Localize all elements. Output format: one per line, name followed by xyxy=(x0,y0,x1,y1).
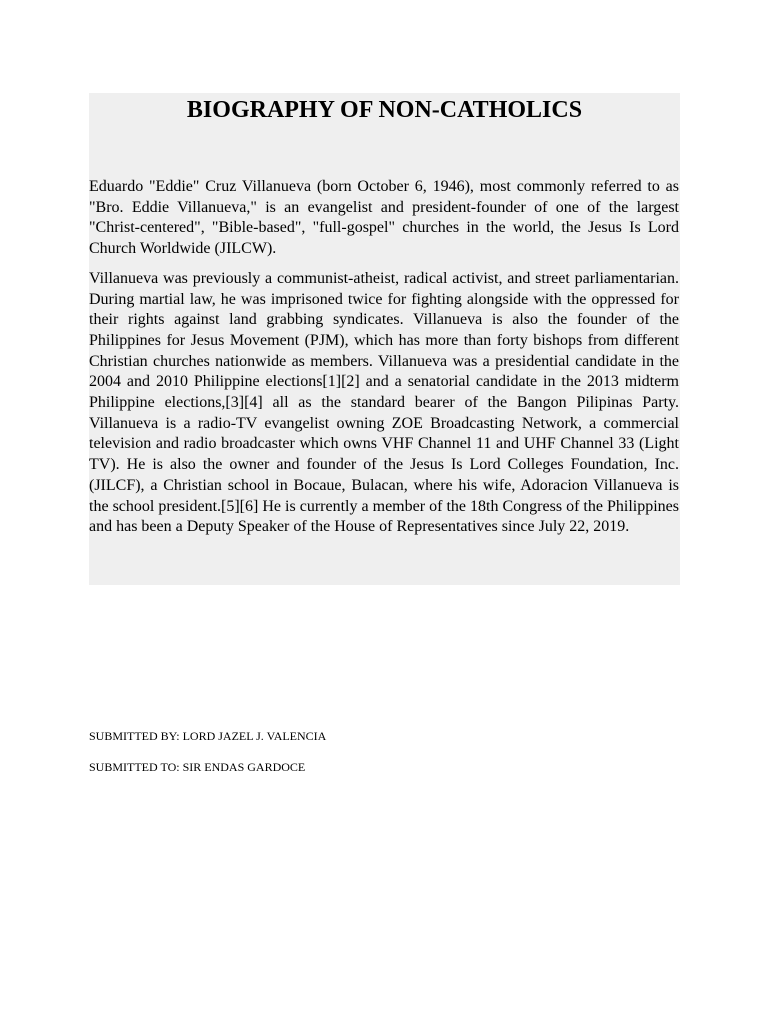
submitted-by-line: SUBMITTED BY: LORD JAZEL J. VALENCIA xyxy=(89,729,327,743)
document-title: BIOGRAPHY OF NON-CATHOLICS xyxy=(186,97,583,123)
submitted-to-line: SUBMITTED TO: SIR ENDAS GARDOCE xyxy=(89,760,306,774)
paragraph-intro: Eduardo "Eddie" Cruz Villanueva (born October 6, 1946), most commonly referred to as "Bro. Eddie Villanueva," is an evangelist and president-founder of one of the largest "Christ-centered", "Bible-based", "full-gospel" churches in the world, the Jesus Is Lord Church Worldwide (JILCW). xyxy=(89,178,679,258)
biography-body xyxy=(89,177,679,547)
paragraph-career: Villanueva was previously a communist-atheist, radical activist, and street parliamentarian. During martial law, he was imprisoned twice for fighting alongside with the oppressed for their rights against land grabbing syndicates. Villanueva is also the founder of the Philippines for Jesus Movement (PJM), which has more than forty bishops from different Christian churches nationwide as members. Villanueva was a presidential candidate in the 2004 and 2010 Philippine elections[1][2] and a senatorial candidate in the 2013 midterm Philippine elections,[3][4] all as the standard bearer of the Bangon Pilipinas Party. Villanueva is a radio-TV evangelist owning ZOE Broadcasting Network, a commercial television and radio broadcaster which owns VHF Channel 11 and UHF Channel 33 (Light TV). He is also the owner and founder of the Jesus Is Lord Colleges Foundation, Inc. (JILCF), a Christian school in Bocaue, Bulacan, where his wife, Adoracion Villanueva is the school president.[5][6] He is currently a member of the 18th Congress of the Philippines and has been a Deputy Speaker of the House of Representatives since July 22, 2019. xyxy=(89,269,679,536)
